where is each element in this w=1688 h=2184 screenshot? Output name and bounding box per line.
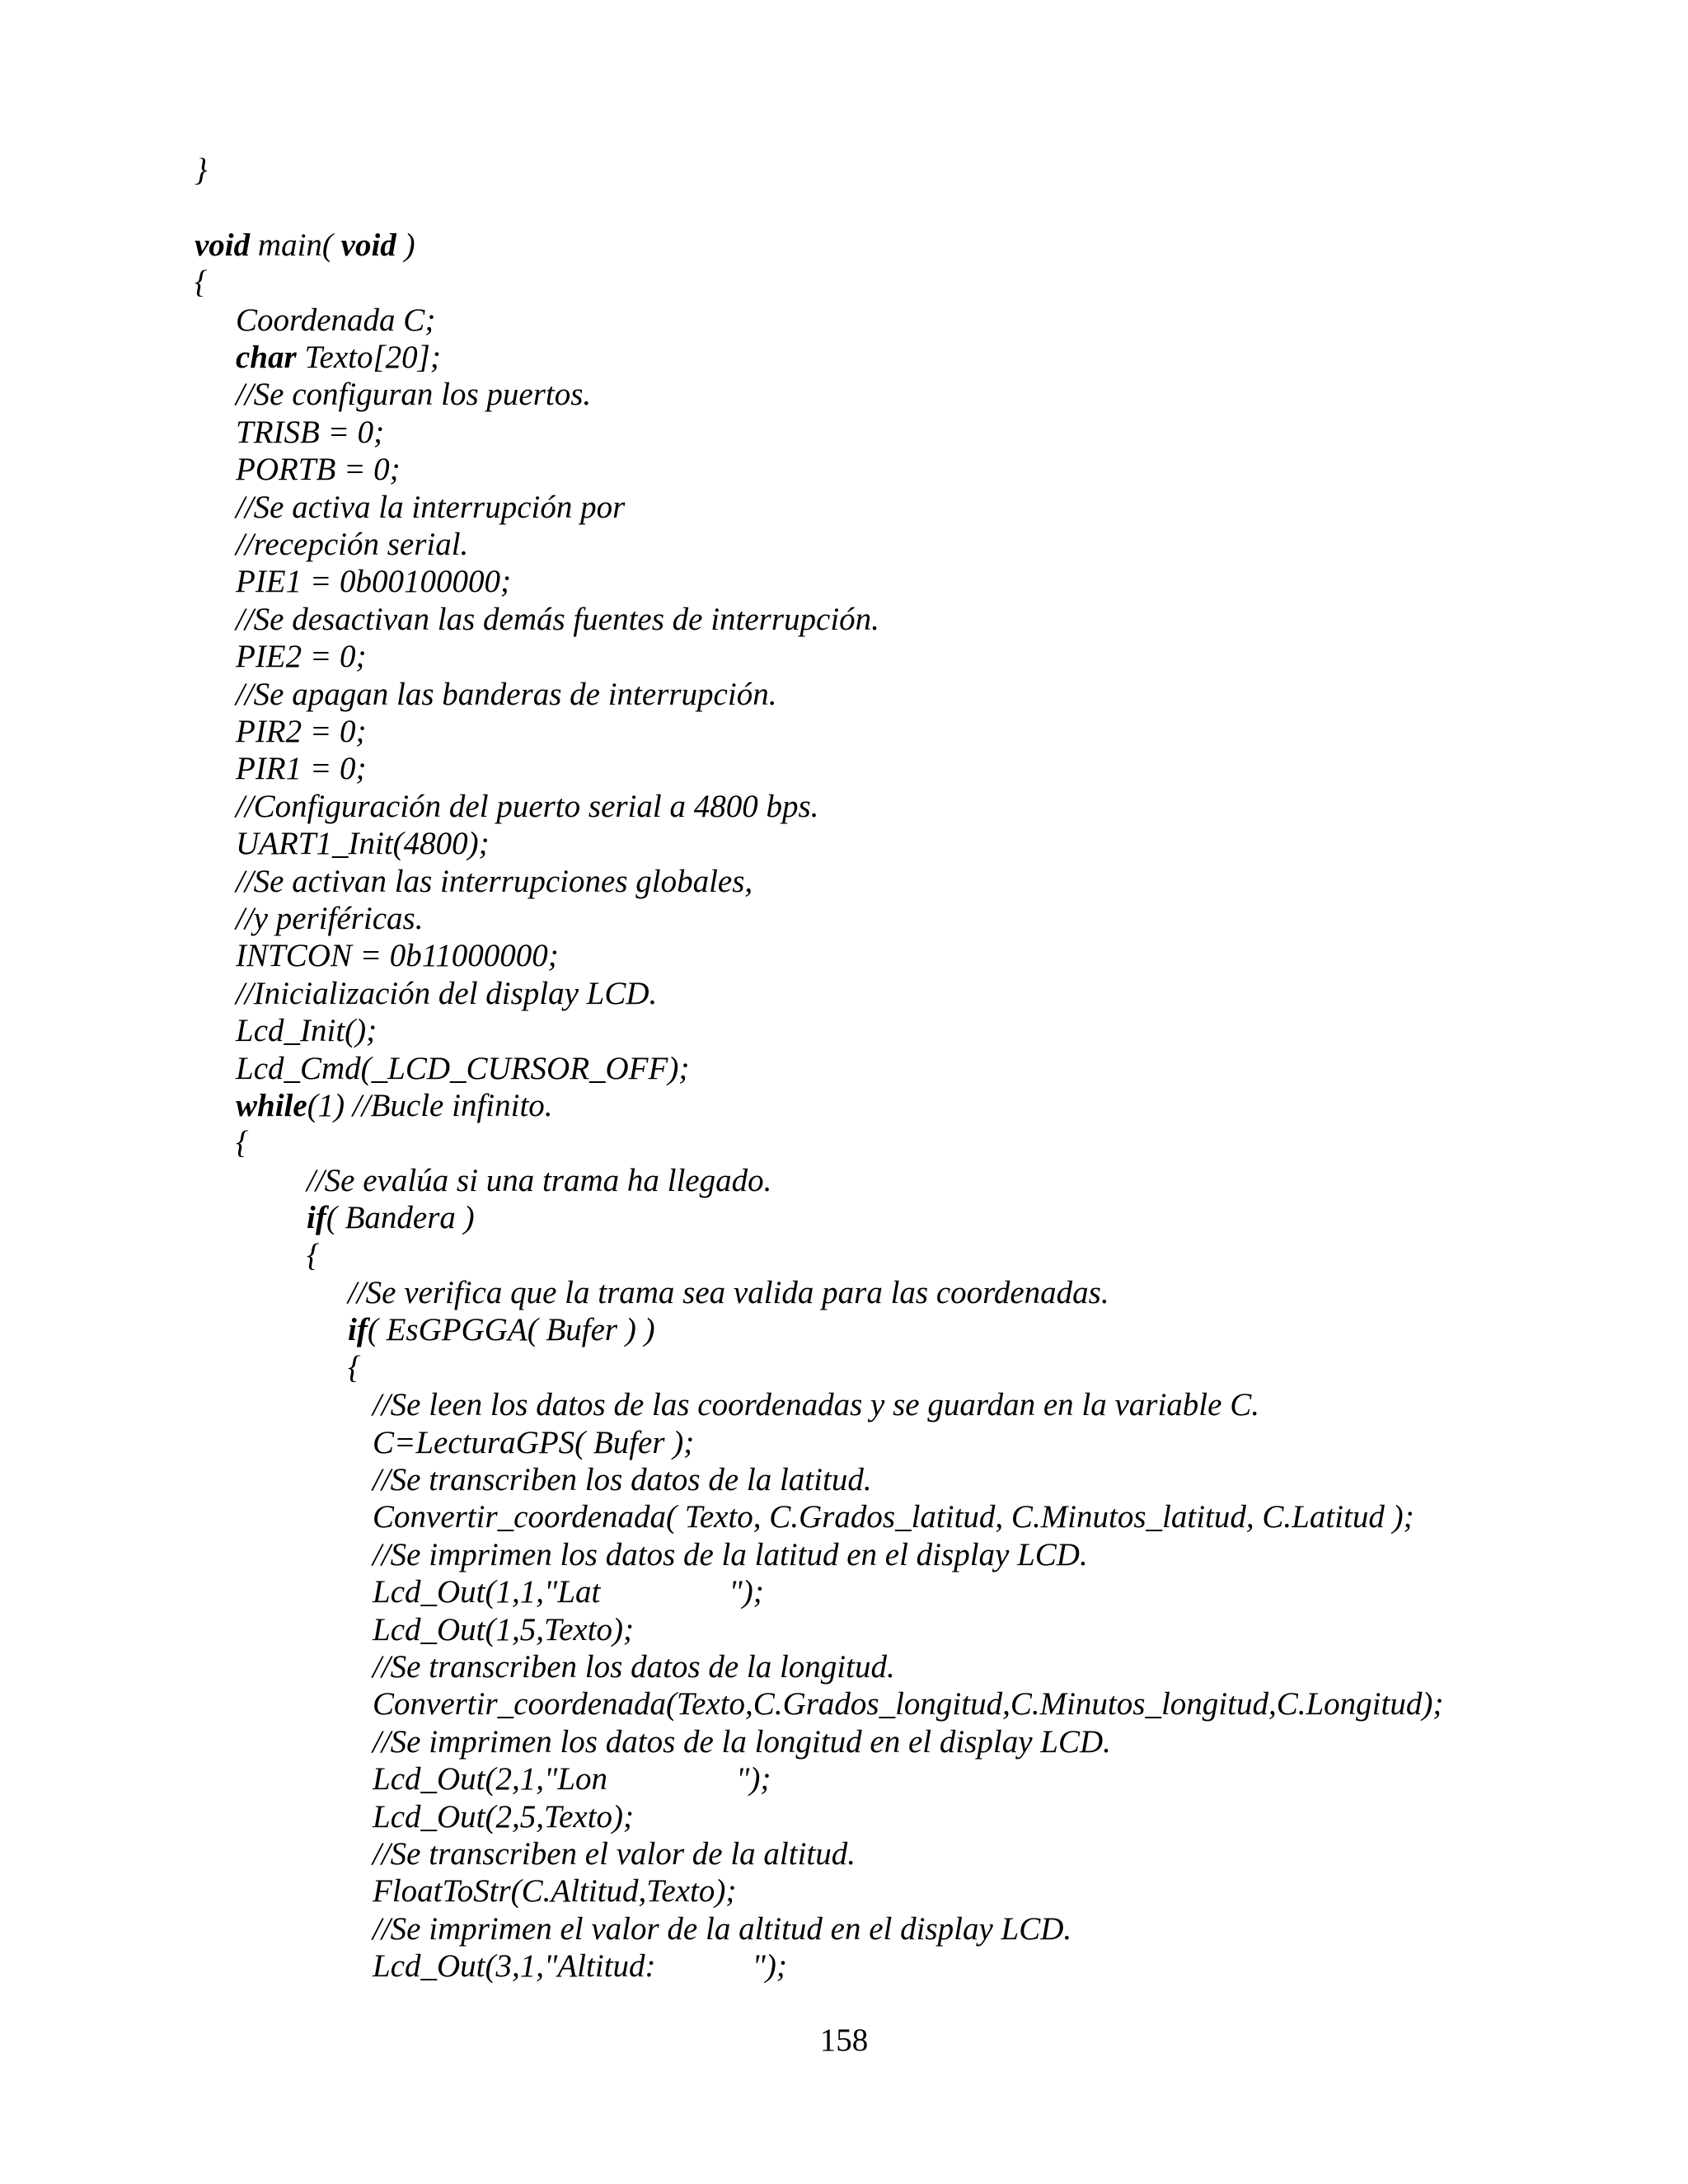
code-text: Convertir_coordenada( Texto, C.Grados_latitud, C.Minutos_latitud, C.Latitud );	[373, 1499, 1414, 1535]
code-text: //Se imprimen los datos de la longitud en el display LCD.	[373, 1724, 1111, 1760]
code-text: Convertir_coordenada(Texto,C.Grados_longitud,C.Minutos_longitud,C.Longitud);	[373, 1686, 1444, 1722]
code-text: //Se transcriben los datos de la latitud.	[373, 1462, 872, 1497]
code-text: PIE2 = 0;	[236, 639, 367, 674]
code-text: Coordenada C;	[236, 302, 436, 338]
code-text: //Se verifica que la trama sea valida para las coordenadas.	[348, 1275, 1109, 1310]
code-text: //Se leen los datos de las coordenadas y se guardan en la variable C.	[373, 1387, 1259, 1422]
code-line	[348, 1311, 655, 1349]
code-text: //Se imprimen el valor de la altitud en el display LCD.	[373, 1911, 1072, 1947]
code-line	[195, 227, 415, 265]
code-line	[307, 1162, 771, 1200]
code-line	[373, 1835, 856, 1873]
code-line	[236, 638, 366, 676]
code-line	[373, 1611, 634, 1649]
code-text: Lcd_Init();	[236, 1013, 377, 1048]
code-line	[236, 302, 435, 340]
code-line	[236, 676, 776, 714]
code-line	[373, 1573, 764, 1611]
code-text: INTCON = 0b11000000;	[236, 938, 559, 973]
code-keyword: if	[348, 1312, 368, 1347]
code-text: //Se evalúa si una trama ha llegado.	[307, 1163, 772, 1198]
code-line	[373, 1947, 787, 1985]
code-line	[236, 825, 490, 863]
code-line	[373, 1648, 895, 1686]
code-keyword: void	[340, 227, 396, 263]
code-text: {	[195, 265, 208, 300]
page-number: 158	[819, 2022, 869, 2058]
code-text: }	[195, 152, 208, 188]
code-text: //Configuración del puerto serial a 4800 bps.	[236, 789, 819, 824]
code-text: PIR1 = 0;	[236, 751, 367, 786]
code-line	[373, 1461, 872, 1499]
code-line	[373, 1723, 1111, 1761]
code-line	[348, 1349, 361, 1387]
code-text: //y periféricas.	[236, 901, 424, 936]
code-line	[236, 563, 511, 601]
code-keyword: char	[236, 340, 297, 375]
code-text: //Se desactivan las demás fuentes de interrupción.	[236, 602, 879, 637]
code-text: //Se configuran los puertos.	[236, 377, 592, 412]
code-text: C=LecturaGPS( Bufer );	[373, 1425, 695, 1460]
code-line	[373, 1536, 1088, 1574]
code-text: )	[396, 227, 415, 263]
code-line	[307, 1199, 475, 1237]
code-line	[236, 489, 625, 527]
code-text: PIE1 = 0b00100000;	[236, 564, 511, 599]
code-text: main(	[250, 227, 341, 263]
code-text: UART1_Init(4800);	[236, 826, 490, 861]
code-text: TRISB = 0;	[236, 415, 385, 450]
code-line	[236, 601, 879, 639]
code-line	[373, 1424, 694, 1462]
code-line	[236, 339, 441, 377]
code-text: ( EsGPGGA( Bufer ) )	[367, 1312, 655, 1347]
code-line	[236, 863, 753, 901]
code-text: //Se apagan las banderas de interrupción.	[236, 677, 777, 712]
code-line	[373, 1498, 1414, 1536]
code-line	[236, 1050, 689, 1088]
code-text: (1) //Bucle infinito.	[307, 1088, 553, 1123]
code-text: {	[236, 1125, 249, 1160]
code-line	[373, 1760, 771, 1798]
code-line	[236, 1012, 377, 1050]
code-keyword: void	[195, 227, 251, 263]
code-line	[195, 152, 208, 190]
code-text: //recepción serial.	[236, 527, 469, 562]
code-line	[373, 1685, 1443, 1723]
code-line	[373, 1872, 736, 1910]
code-line	[195, 264, 208, 302]
code-text: Lcd_Out(1,5,Texto);	[373, 1612, 635, 1647]
code-line	[236, 526, 468, 564]
code-line	[236, 414, 384, 452]
code-text: Lcd_Cmd(_LCD_CURSOR_OFF);	[236, 1051, 690, 1086]
code-text: //Se activan las interrupciones globales,	[236, 864, 753, 899]
code-text: PORTB = 0;	[236, 452, 401, 487]
code-text: Lcd_Out(3,1,"Altitud: ");	[373, 1948, 787, 1984]
code-keyword: while	[236, 1088, 307, 1123]
code-text: //Se transcriben el valor de la altitud.	[373, 1836, 856, 1872]
code-text: FloatToStr(C.Altitud,Texto);	[373, 1873, 737, 1909]
code-line	[236, 750, 366, 788]
code-text: {	[348, 1350, 361, 1385]
code-line	[236, 937, 559, 975]
code-line	[236, 376, 591, 414]
code-text: Lcd_Out(2,1,"Lon ");	[373, 1761, 771, 1797]
code-text: //Se transcriben los datos de la longitud.	[373, 1649, 895, 1685]
code-text: ( Bandera )	[326, 1200, 475, 1235]
code-line	[236, 788, 818, 826]
code-text: //Inicialización del display LCD.	[236, 976, 658, 1011]
code-line	[307, 1237, 320, 1275]
code-keyword: if	[307, 1200, 326, 1235]
code-text: Texto[20];	[296, 340, 441, 375]
code-line	[348, 1274, 1109, 1312]
code-text: {	[307, 1238, 320, 1273]
code-line	[373, 1910, 1071, 1948]
code-text: //Se imprimen los datos de la latitud en el display LCD.	[373, 1537, 1088, 1572]
code-line	[236, 713, 366, 751]
code-line	[236, 451, 401, 489]
code-line	[236, 1124, 249, 1162]
code-line	[236, 900, 423, 938]
code-text: //Se activa la interrupción por	[236, 490, 626, 525]
code-line	[373, 1386, 1259, 1424]
code-text: Lcd_Out(1,1,"Lat ");	[373, 1574, 764, 1610]
code-line	[236, 975, 657, 1013]
code-line	[236, 1087, 553, 1125]
code-text: PIR2 = 0;	[236, 714, 367, 749]
code-text: Lcd_Out(2,5,Texto);	[373, 1799, 635, 1835]
code-line	[373, 1798, 634, 1836]
